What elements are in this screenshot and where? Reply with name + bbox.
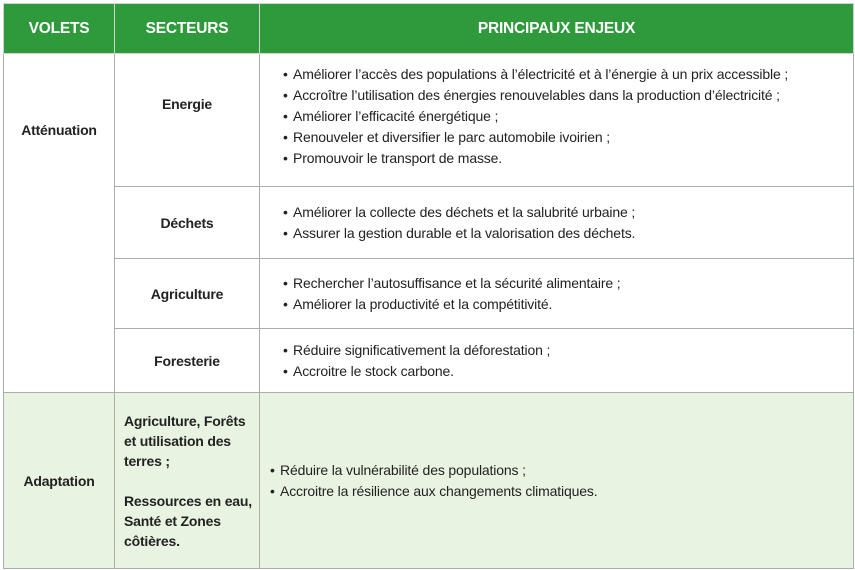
table-row-adaptation <box>4 393 854 569</box>
volet-adaptation: Adaptation <box>4 393 115 569</box>
table-row-dechets <box>4 187 854 259</box>
enjeux-foresterie <box>260 329 854 393</box>
list-item: • Assurer la gestion durable et la valorisation des déchets. <box>283 224 636 241</box>
secteur-foresterie: Foresterie <box>115 329 260 393</box>
volet-attenuation: Atténuation <box>4 54 115 393</box>
table-row-energie <box>4 54 854 187</box>
list-item: • Améliorer la productivité et la compétitivité. <box>283 295 553 312</box>
secteur-agriculture: Agriculture <box>115 259 260 329</box>
list-item: • Améliorer l’efficacité énergétique ; <box>283 108 499 124</box>
secteur-line: et utilisation des <box>124 432 231 449</box>
enjeux-table <box>3 3 854 569</box>
header-enjeux: PRINCIPAUX ENJEUX <box>260 4 854 54</box>
enjeux-energie <box>260 54 854 187</box>
list-item: • Réduire significativement la déforestation ; <box>283 341 551 358</box>
list-item: • Améliorer la collecte des déchets et la salubrité urbaine ; <box>283 203 636 220</box>
secteur-energie: Energie <box>115 54 260 187</box>
enjeux-adaptation <box>260 393 854 569</box>
enjeux-dechets <box>260 187 854 259</box>
secteur-dechets: Déchets <box>115 187 260 259</box>
list-item: • Améliorer l’accès des populations à l’électricité et à l’énergie à un prix accessible ; <box>283 66 789 82</box>
list-item: • Accroitre la résilience aux changements climatiques. <box>270 482 598 499</box>
list-item: • Renouveler et diversifier le parc automobile ivoirien ; <box>283 129 611 145</box>
secteur-line: Ressources en eau, <box>124 492 252 509</box>
secteur-line: terres ; <box>124 452 170 469</box>
secteur-line: Agriculture, Forêts <box>124 412 246 429</box>
enjeux-agriculture <box>260 259 854 329</box>
header-secteurs: SECTEURS <box>115 4 260 54</box>
secteur-line: côtières. <box>124 532 180 549</box>
list-item: • Réduire la vulnérabilité des populations ; <box>270 461 526 478</box>
list-item: • Accroître l’utilisation des énergies renouvelables dans la production d’électricité ; <box>283 87 780 103</box>
list-item: • Rechercher l’autosuffisance et la sécurité alimentaire ; <box>283 274 621 291</box>
list-item: • Promouvoir le transport de masse. <box>283 150 503 166</box>
header-row <box>4 4 854 54</box>
secteur-line: Santé et Zones <box>124 512 221 529</box>
list-item: • Accroitre le stock carbone. <box>283 362 454 379</box>
secteur-adaptation <box>115 393 260 569</box>
table-row-agriculture <box>4 259 854 329</box>
header-volets: VOLETS <box>4 4 115 54</box>
table-row-foresterie <box>4 329 854 393</box>
